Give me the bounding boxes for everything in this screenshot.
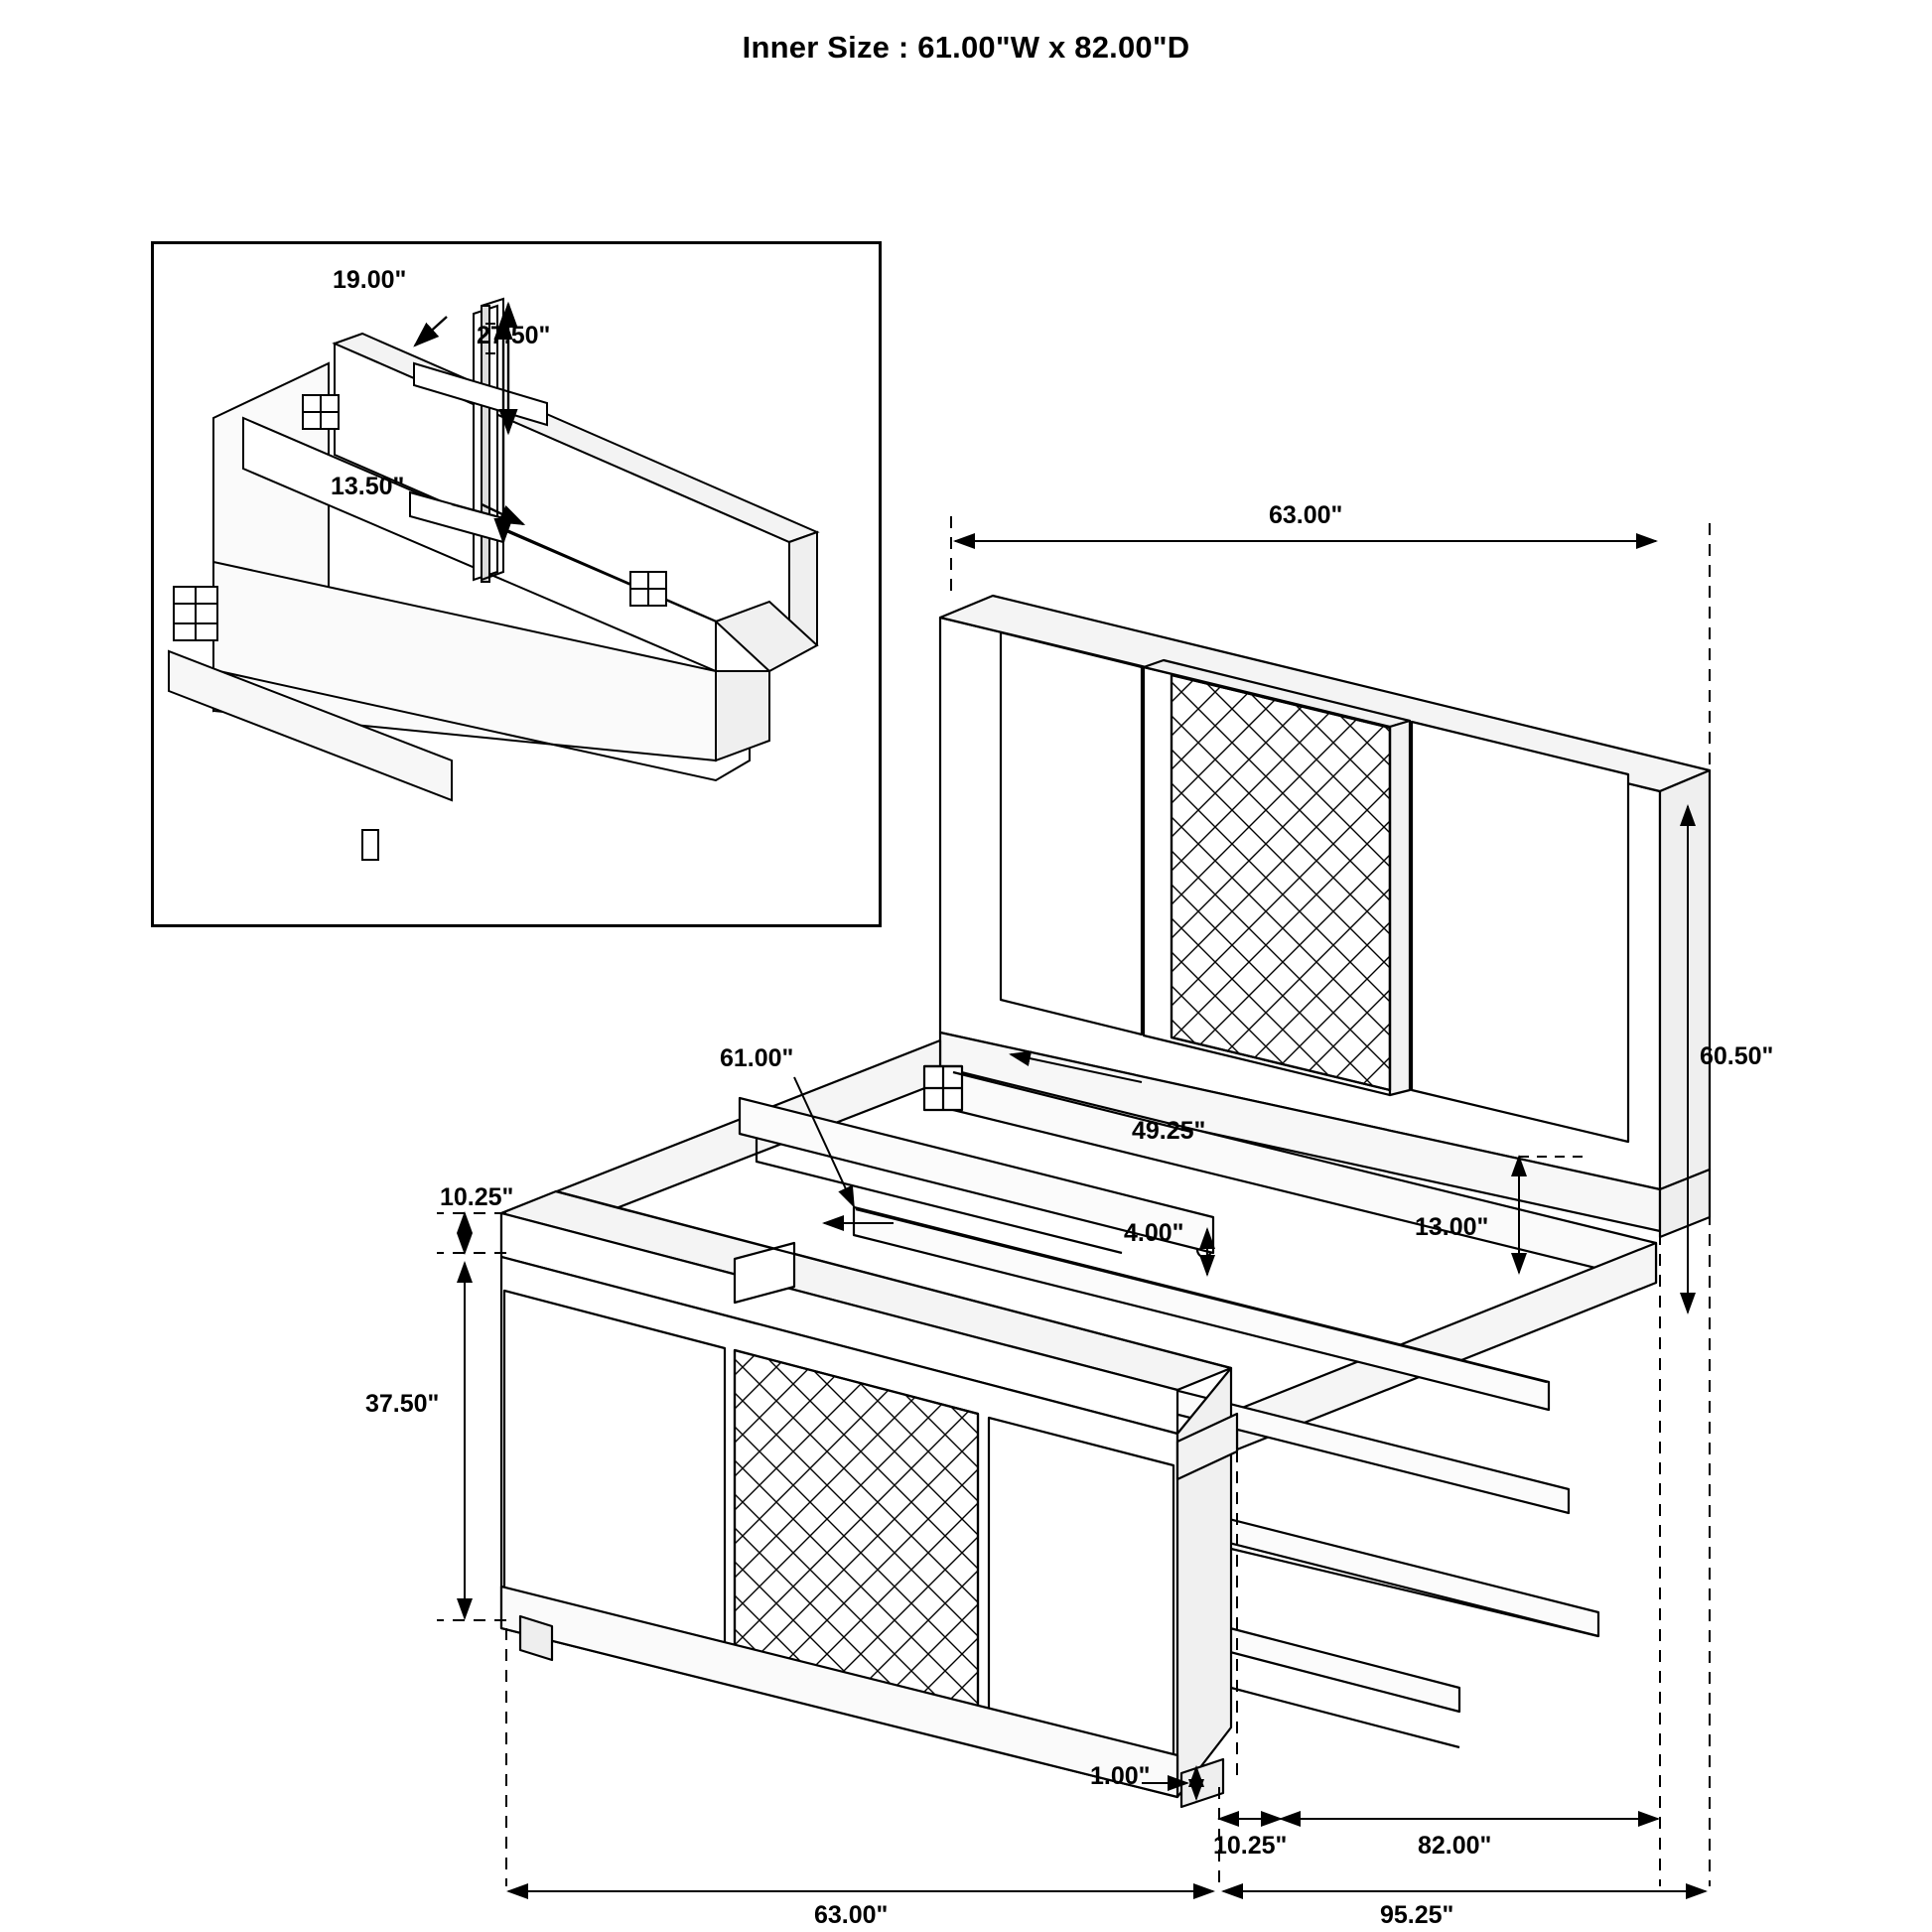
dim-label-footboard-top: 10.25" bbox=[440, 1183, 514, 1211]
inset-dim-19: 19.00" bbox=[333, 266, 407, 294]
inset-dim-13-5: 13.50" bbox=[331, 473, 405, 500]
dim-label-slat-thickness: 4.00" bbox=[1124, 1219, 1184, 1247]
inset-dim-27-5: 27.50" bbox=[477, 322, 551, 349]
dim-label-inner-depth: 82.00" bbox=[1418, 1832, 1492, 1860]
dim-label-headboard-height: 60.50" bbox=[1700, 1042, 1774, 1070]
dim-label-width-top: 63.00" bbox=[1269, 501, 1343, 529]
dim-label-deck-height: 13.00" bbox=[1415, 1213, 1489, 1241]
headboard-bracket-detail-panel bbox=[151, 241, 882, 927]
page-title: Inner Size : 61.00"W x 82.00"D bbox=[742, 30, 1190, 65]
dim-label-overall-width: 63.00" bbox=[814, 1901, 889, 1929]
dim-label-inner-rail-width: 61.00" bbox=[720, 1044, 794, 1072]
dim-label-slat-span: 49.25" bbox=[1132, 1117, 1206, 1145]
dim-label-footboard-depth: 10.25" bbox=[1213, 1832, 1288, 1860]
dim-label-foot-clearance: 1.00" bbox=[1090, 1762, 1151, 1790]
dim-label-footboard-height: 37.50" bbox=[365, 1390, 440, 1418]
dim-label-overall-depth: 95.25" bbox=[1380, 1901, 1454, 1929]
